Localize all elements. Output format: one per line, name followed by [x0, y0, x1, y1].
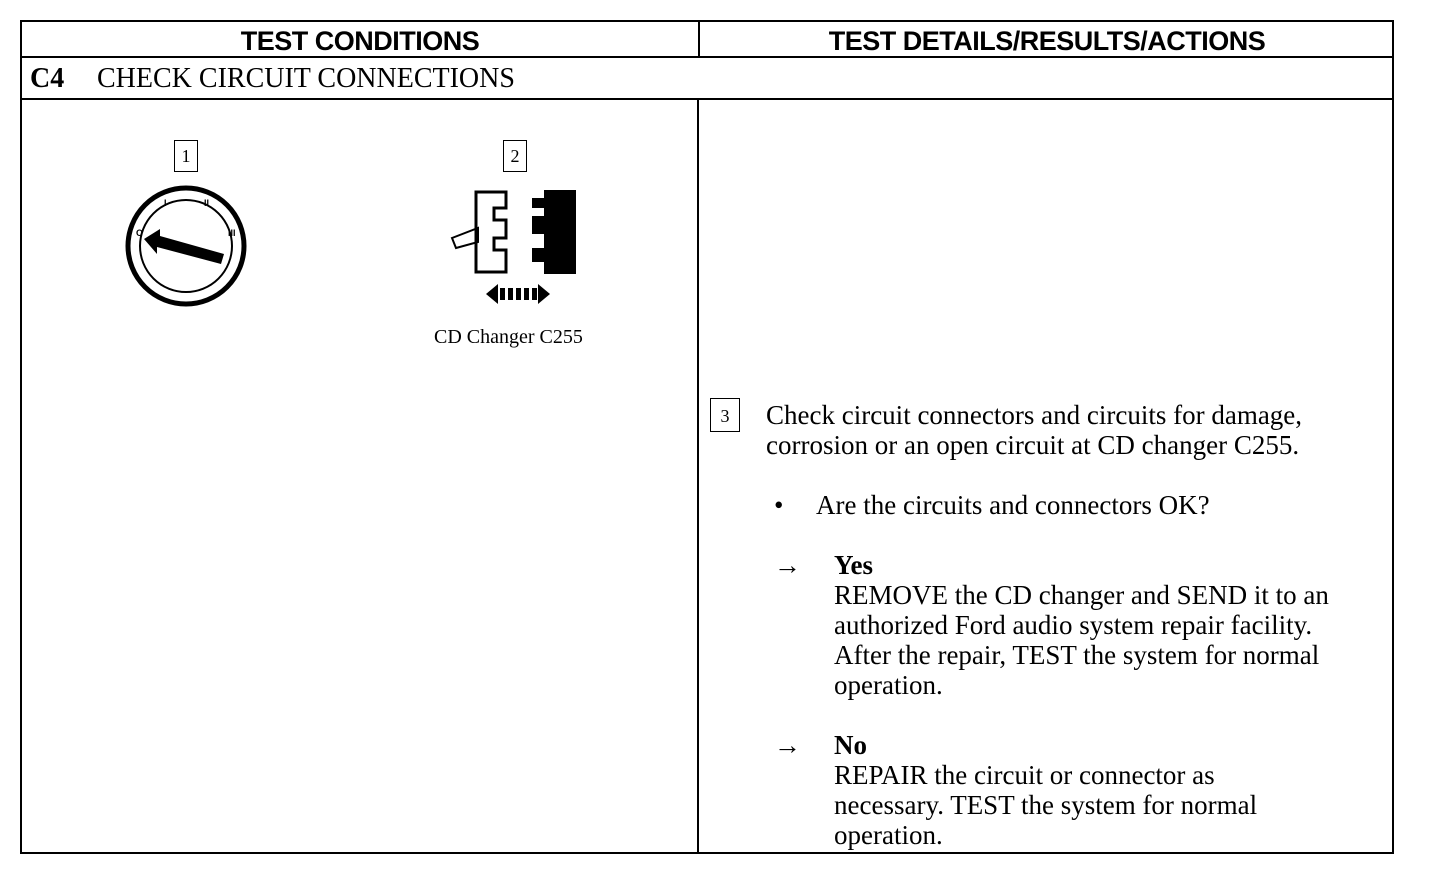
figure-2-number: 2 [503, 140, 527, 172]
svg-text:I: I [164, 198, 167, 208]
no-action-line-2: necessary. TEST the system for normal [834, 790, 1258, 820]
yes-action-line-2: authorized Ford audio system repair facility. [834, 610, 1313, 640]
yes-action-line-4: operation. [834, 670, 943, 700]
step-title: CHECK CIRCUIT CONNECTIONS [97, 63, 515, 94]
figure-2-caption: CD Changer C255 [434, 326, 583, 348]
step-title-row [22, 58, 1392, 100]
figure-1-number: 1 [174, 140, 198, 172]
step-3-number: 3 [710, 398, 740, 432]
yes-label: Yes [834, 550, 873, 580]
no-action-line-1: REPAIR the circuit or connector as [834, 760, 1215, 790]
instruction-line-2: corrosion or an open circuit at CD changer C255. [766, 430, 1300, 460]
table-header [22, 22, 1392, 58]
svg-text:II: II [204, 198, 210, 208]
arrow-right-icon: → [774, 730, 801, 760]
header-test-details: TEST DETAILS/RESULTS/ACTIONS [828, 26, 1266, 56]
svg-text:O: O [136, 228, 144, 238]
yes-action-line-3: After the repair, TEST the system for normal [834, 640, 1320, 670]
diagnostic-table [20, 20, 1394, 854]
no-action-line-3: operation. [834, 820, 943, 850]
question-text: Are the circuits and connectors OK? [816, 490, 1210, 520]
svg-text:III: III [228, 228, 236, 238]
ignition-switch-icon [124, 184, 248, 308]
column-divider [697, 100, 699, 852]
yes-action-line-1: REMOVE the CD changer and SEND it to an [834, 580, 1329, 610]
arrow-right-icon: → [774, 550, 801, 580]
instruction-line-1: Check circuit connectors and circuits for damage, [766, 400, 1303, 430]
no-label: No [834, 730, 867, 760]
connector-icon [450, 186, 580, 310]
bullet-icon: • [774, 490, 784, 520]
header-test-conditions: TEST CONDITIONS [240, 26, 480, 56]
step-code: C4 [30, 63, 65, 94]
